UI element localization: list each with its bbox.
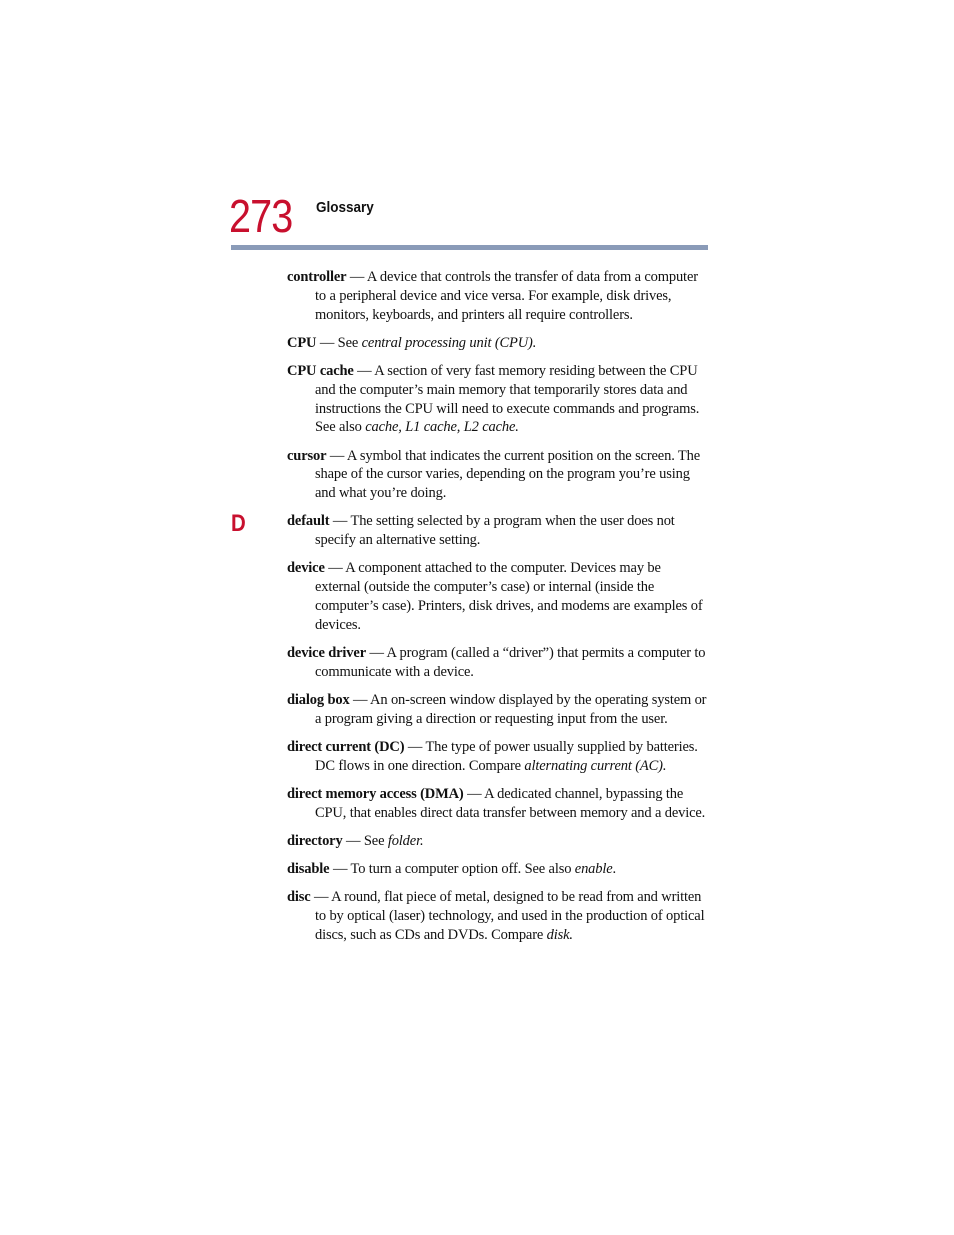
entry-text: — To turn a computer option off. See also [329, 861, 575, 878]
glossary-entry-dialog-box [287, 691, 709, 729]
entry-text-after: . [612, 861, 617, 878]
glossary-entry-controller [287, 268, 709, 324]
entry-term: CPU cache [287, 362, 354, 379]
header-rule [231, 245, 708, 250]
glossary-entry-default [287, 512, 709, 550]
entry-text: — See [316, 334, 362, 351]
entry-term: direct current (DC) [287, 738, 405, 755]
glossary-entry-device [287, 559, 709, 634]
entry-term: cursor [287, 447, 327, 464]
entry-text: — A section of very fast memory residing between the CPU and the computer’s main memory that temporarily stores data and instructions the CPU will need to execute commands and programs. See also [315, 362, 700, 436]
entry-text: — A device that controls the transfer of data from a computer to a peripheral device and vice versa. For example, disk drives, monitors, keyboards, and printers all require controllers. [315, 269, 698, 323]
entry-text: — A component attached to the computer. Devices may be external (outside the computer’s case) or internal (inside the computer’s case). Printers, disk drives, and modems are examples of devices. [315, 560, 703, 633]
glossary-entry-direct-memory-access [287, 785, 709, 823]
glossary-entry-cursor [287, 447, 709, 503]
running-head: Glossary [316, 199, 374, 216]
entry-cross-reference: enable [574, 861, 613, 878]
entry-text: — A program (called a “driver”) that permits a computer to communicate with a device. [315, 644, 706, 680]
entry-text: — The type of power usually supplied by batteries. DC flows in one direction. Compare [315, 738, 698, 774]
entry-term: directory [287, 832, 343, 849]
entry-cross-reference: cache, L1 cache, L2 cache. [365, 419, 519, 436]
entry-term: disable [287, 861, 330, 878]
entry-text: — A round, flat piece of metal, designed to be read from and written to by optical (laser) technology, and used in the production of optical discs, such as CDs and DVDs. Compare [310, 889, 705, 943]
glossary-entry-directory [287, 832, 709, 851]
entry-text: — See [342, 832, 388, 849]
entry-cross-reference: central processing unit (CPU). [361, 334, 537, 351]
entry-term: default [287, 513, 330, 530]
entry-term: device driver [287, 644, 366, 661]
entry-term: controller [287, 269, 347, 285]
glossary-entry-direct-current [287, 738, 709, 776]
entry-text: — A symbol that indicates the current position on the screen. The shape of the cursor varies, depending on the program you’re using and what you’re doing. [315, 447, 700, 502]
entry-cross-reference: alternating current (AC). [524, 757, 667, 774]
entry-term: CPU [287, 334, 317, 351]
glossary-entry-disable [287, 860, 709, 879]
glossary-entry-disc [287, 888, 709, 944]
entry-text: — The setting selected by a program when the user does not specify an alternative setting. [315, 513, 675, 549]
glossary-entry-device-driver [287, 644, 709, 682]
entry-term: disc [287, 889, 311, 906]
entry-cross-reference: folder. [387, 832, 424, 849]
entry-term: device [287, 560, 325, 577]
glossary-entries [287, 268, 709, 954]
entry-cross-reference: disk. [546, 926, 573, 943]
glossary-entry-cpu [287, 334, 709, 353]
entry-text: — A dedicated channel, bypassing the CPU, that enables direct data transfer between memory and a device. [315, 785, 706, 821]
glossary-entry-cpu-cache [287, 362, 709, 437]
page-number: 273 [229, 190, 293, 242]
entry-text: — An on-screen window displayed by the operating system or a program giving a direction or requesting input from the user. [315, 691, 707, 727]
section-letter: D [231, 510, 246, 537]
entry-term: direct memory access (DMA) [287, 785, 464, 802]
entry-term: dialog box [287, 691, 350, 708]
